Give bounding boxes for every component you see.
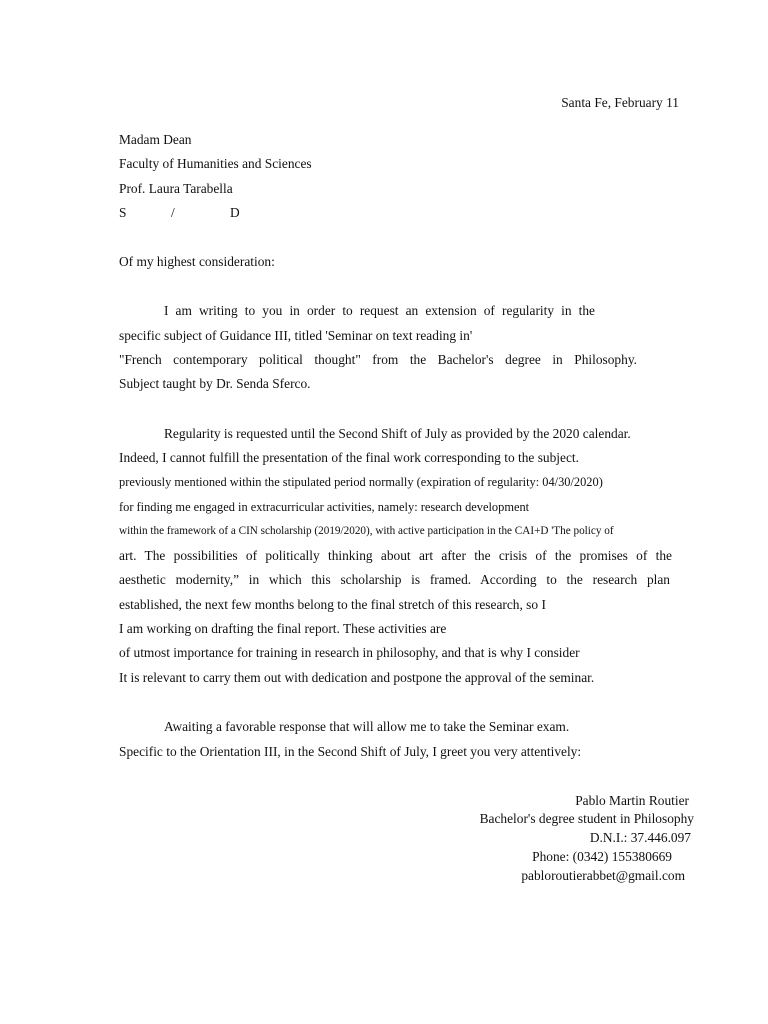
sd-slash: / xyxy=(171,205,175,220)
paragraph-2-line-1: Regularity is requested until the Second Shift of July as provided by the 2020 calendar. xyxy=(164,426,631,441)
recipient-line-1: Madam Dean xyxy=(119,132,192,147)
sd-s: S xyxy=(119,205,127,220)
paragraph-2-line-11: It is relevant to carry them out with dedication and postpone the approval of the seminar. xyxy=(119,670,595,685)
paragraph-2-line-2: Indeed, I cannot fulfill the presentation of the final work corresponding to the subject. xyxy=(119,450,579,465)
paragraph-3-line-2: Specific to the Orientation III, in the Second Shift of July, I greet you very attentively: xyxy=(119,744,582,759)
letter-date: Santa Fe, February 11 xyxy=(561,95,679,110)
paragraph-1-line-1: I am writing to you in order to request an extension of regularity in the xyxy=(164,303,595,318)
paragraph-2-line-9: I am working on drafting the final report. These activities are xyxy=(119,621,447,636)
paragraph-2-line-4: for finding me engaged in extracurricular activities, namely: research development xyxy=(119,500,530,514)
recipient-line-3: Prof. Laura Tarabella xyxy=(119,181,233,196)
paragraph-3-line-1: Awaiting a favorable response that will allow me to take the Seminar exam. xyxy=(164,719,570,734)
paragraph-2-line-3: previously mentioned within the stipulated period normally (expiration of regularity: 04/30/2020) xyxy=(119,475,603,489)
signature-name: Pablo Martin Routier xyxy=(575,793,689,808)
salutation: Of my highest consideration: xyxy=(119,254,275,269)
paragraph-1-line-4: Subject taught by Dr. Senda Sferco. xyxy=(119,376,311,391)
paragraph-2-line-5: within the framework of a CIN scholarship (2019/2020), with active participation in the CAI+D 'The policy of xyxy=(119,525,614,537)
paragraph-2-line-10: of utmost importance for training in research in philosophy, and that is why I consider xyxy=(119,645,580,660)
recipient-sd xyxy=(119,205,259,221)
paragraph-1-line-2: specific subject of Guidance III, titled 'Seminar on text reading in' xyxy=(119,328,473,343)
paragraph-2-line-8: established, the next few months belong to the final stretch of this research, so I xyxy=(119,597,546,612)
signature-title: Bachelor's degree student in Philosophy xyxy=(479,811,694,826)
signature-phone: Phone: (0342) 155380669 xyxy=(532,849,672,864)
sd-d: D xyxy=(230,205,240,220)
paragraph-2-line-6: art. The possibilities of politically thinking about art after the crisis of the promises of the xyxy=(119,548,672,563)
signature-email: pabloroutierabbet@gmail.com xyxy=(521,868,685,883)
paragraph-2-line-7: aesthetic modernity,” in which this scholarship is framed. According to the research plan xyxy=(119,572,670,587)
paragraph-1-line-3: "French contemporary political thought" from the Bachelor's degree in Philosophy. xyxy=(119,352,637,367)
signature-dni: D.N.I.: 37.446.097 xyxy=(589,830,691,845)
recipient-line-2: Faculty of Humanities and Sciences xyxy=(119,156,312,171)
